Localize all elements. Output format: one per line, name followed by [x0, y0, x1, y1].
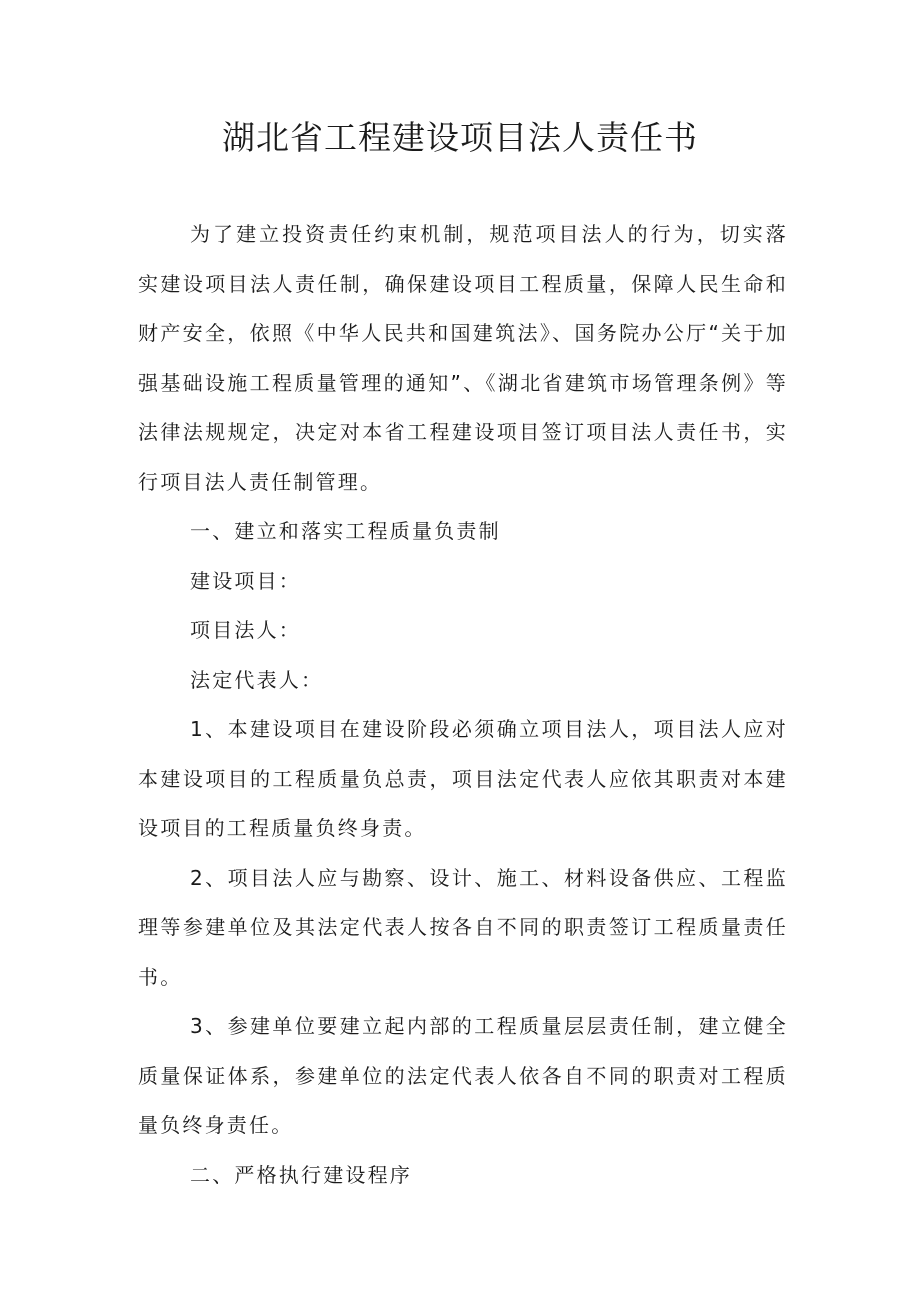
clause-2: 2、项目法人应与勘察、设计、施工、材料设备供应、工程监理等参建单位及其法定代表人按各自不同的职责签订工程质量责任书。: [138, 865, 788, 989]
section-heading-2: 二、严格执行建设程序: [190, 1162, 412, 1187]
section-heading-1: 一、建立和落实工程质量负责制: [190, 519, 501, 543]
field-label-legal-entity: 项目法人：: [190, 618, 301, 642]
clause-3: 3、参建单位要建立起内部的工程质量层层责任制，建立健全质量保证体系，参建单位的法定代表人依各自不同的职责对工程质量负终身责任。: [138, 1014, 788, 1137]
document-title: 湖北省工程建设项目法人责任书: [222, 118, 698, 157]
intro-paragraph: 为了建立投资责任约束机制，规范项目法人的行为，切实落实建设项目法人责任制，确保建设项目工程质量，保障人民生命和财产安全，依照《中华人民共和国建筑法》、国务院办公厅“关于加强基础设施工程质量管理的通知”、《湖北省建筑市场管理条例》等法律法规规定，决定对本省工程建设项目签订项目法人责任书，实行项目法人责任制管理。: [138, 222, 788, 494]
document-body: [138, 210, 788, 1200]
field-label-project: 建设项目：: [190, 568, 301, 593]
field-label-legal-representative: 法定代表人：: [190, 667, 324, 692]
clause-1: 1、本建设项目在建设阶段必须确立项目法人，项目法人应对本建设项目的工程质量负总责，项目法定代表人应依其职责对本建设项目的工程质量负终身责。: [138, 717, 788, 840]
